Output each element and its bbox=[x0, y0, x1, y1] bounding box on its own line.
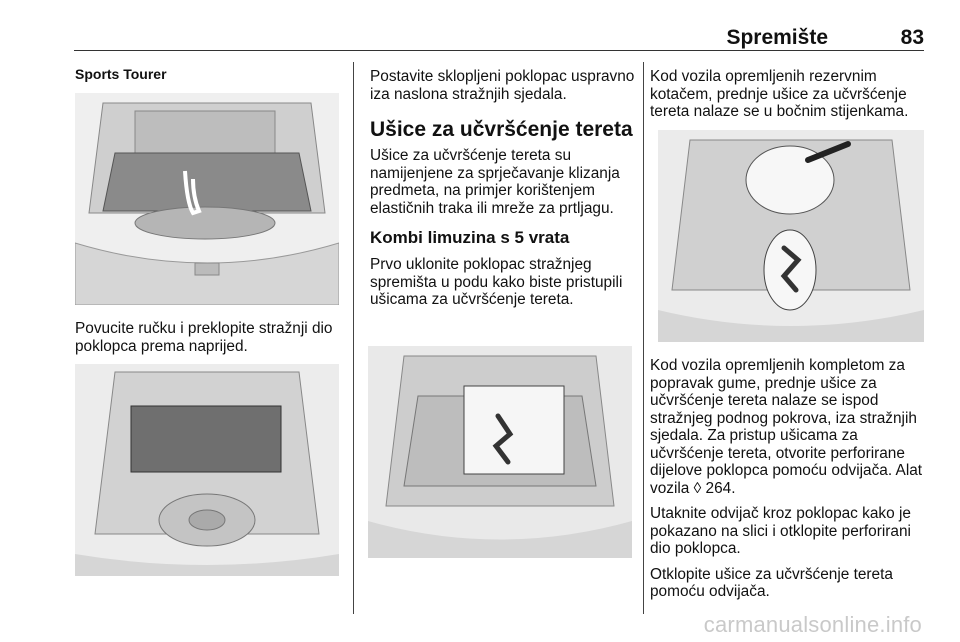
paragraph-load-eyes-purpose: Ušice za učvršćenje tereta su namijenjene za sprječavanje klizanja predmeta, na primjer korištenjem elastičnih traka ili mreže za prtljagu. bbox=[370, 147, 620, 217]
paragraph-pull-handle: Povucite ručku i preklopite stražnji dio poklopca prema naprijed. bbox=[75, 320, 333, 355]
paragraph-spare-wheel: Kod vozila opremljenih rezervnim kotačem, prednje ušice za učvršćenje tereta nalaze se u bočnim stijenkama. bbox=[650, 68, 909, 120]
subtitle-sports-tourer: Sports Tourer bbox=[75, 66, 167, 82]
column-divider-2 bbox=[643, 62, 644, 614]
figure-hatchback-load-eyes bbox=[368, 346, 632, 558]
page-header bbox=[74, 0, 924, 52]
tyre-repair-text: Kod vozila opremljenih kompletom za popravak gume, prednje ušice za učvršćenje tereta nalaze se ispod stražnjeg podnog pokrova, iza stražnjih sjedala. Za pristup ušicama za učvršćenje tereta, otvorite perforirane dijelove poklopca pomoću odvijača. Alat vozila bbox=[650, 357, 923, 497]
column-3-text bbox=[650, 357, 926, 601]
paragraph-remove-cover: Prvo uklonite poklopac stražnjeg spremišta u podu kako biste pristupili ušicama za učvršćenje tereta. bbox=[370, 256, 623, 308]
figure-sports-tourer-folded-cover bbox=[75, 364, 339, 576]
paragraph-tyre-repair-kit bbox=[650, 357, 926, 497]
section-title: Spremište bbox=[726, 26, 828, 49]
column-2 bbox=[370, 68, 635, 309]
figure-sports-tourer-floor-cover bbox=[75, 93, 339, 305]
subheading-hatchback: Kombi limuzina s 5 vrata bbox=[370, 228, 570, 247]
column-divider-1 bbox=[353, 62, 354, 614]
watermark-text: carmanualsonline.info bbox=[703, 612, 922, 637]
reference-page-link[interactable]: 264. bbox=[705, 479, 736, 497]
column-1 bbox=[75, 66, 341, 84]
paragraph-insert-screwdriver: Utaknite odvijač kroz poklopac kako je pokazano na slici i otklopite perforirani dio poklopca. bbox=[650, 505, 911, 557]
column-1-text bbox=[75, 320, 341, 355]
figure-load-eyes-side-walls bbox=[658, 130, 924, 342]
paragraph-flip-load-eyes: Otklopite ušice za učvršćenje tereta pomoću odvijača. bbox=[650, 565, 893, 600]
reference-arrow-icon: ◊ bbox=[693, 479, 702, 497]
header-rule bbox=[74, 50, 924, 51]
column-3 bbox=[650, 68, 926, 121]
paragraph-place-cover: Postavite sklopljeni poklopac uspravno iza naslona stražnjih sjedala. bbox=[370, 68, 635, 103]
page-number: 83 bbox=[900, 26, 924, 49]
heading-load-eyes: Ušice za učvršćenje tereta bbox=[370, 118, 633, 141]
